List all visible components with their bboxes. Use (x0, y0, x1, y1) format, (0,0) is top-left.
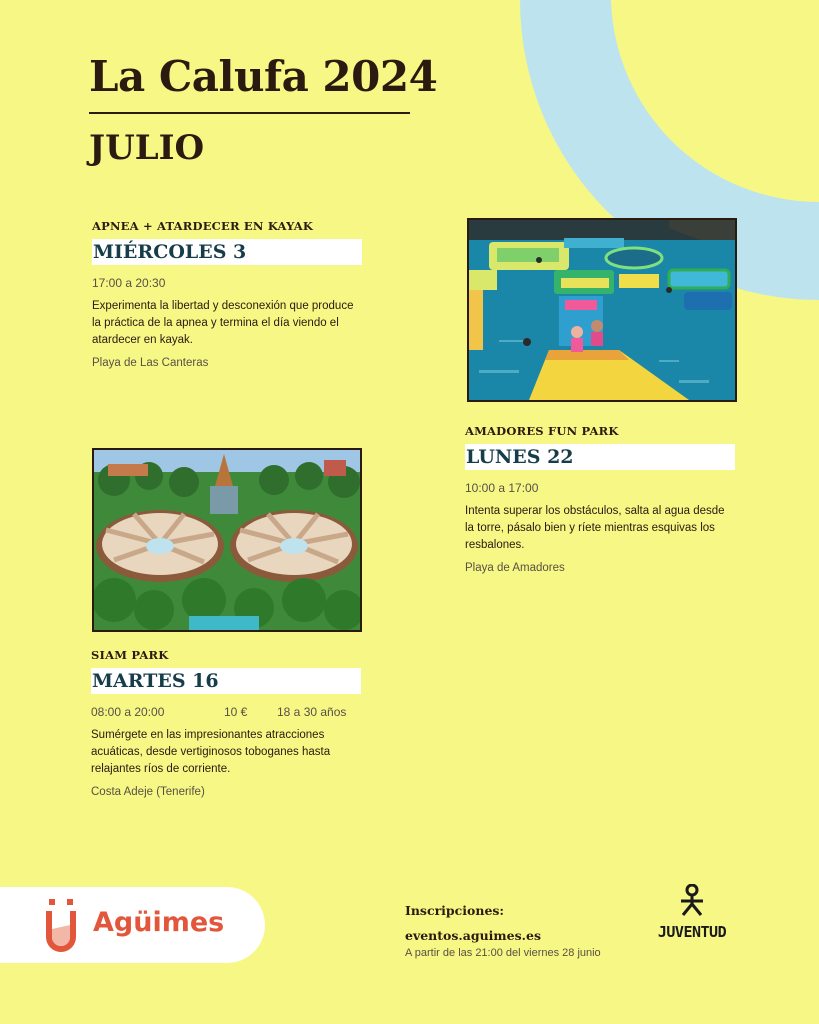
event-meta (92, 276, 364, 290)
brand-name: Agüimes (93, 907, 225, 938)
event-category: SIAM PARK (91, 648, 169, 662)
event-card-apnea (92, 219, 364, 369)
juventud-figure-icon (679, 884, 705, 916)
event-meta (465, 481, 737, 495)
event-card-siam-park (91, 648, 363, 798)
photo-amadores-fun-park (467, 218, 737, 402)
event-description: Sumérgete en las impresionantes atracciones acuáticas, desde vertiginosos toboganes hasta relajantes ríos de corriente. (91, 729, 331, 775)
juventud-label: JUVENTUD (657, 923, 727, 941)
registration-note: A partir de las 21:00 del viernes 28 junio (405, 947, 601, 959)
juventud-logo (650, 884, 734, 941)
event-description: Intenta superar los obstáculos, salta al agua desde la torre, pásalo bien y ríete mientras esquivas los resbalones. (465, 505, 725, 551)
event-card-amadores (465, 424, 737, 574)
registration-title: Inscripciones: (405, 903, 505, 918)
event-day: LUNES 22 (465, 444, 735, 470)
event-time: 08:00 a 20:00 (91, 705, 165, 719)
event-time: 10:00 a 17:00 (465, 481, 539, 495)
brand-pill (0, 887, 265, 963)
event-place: Playa de Amadores (465, 562, 565, 574)
page-title: La Calufa 2024 (89, 52, 438, 101)
month-heading: JULIO (89, 128, 205, 168)
event-meta (91, 705, 363, 719)
event-day: MIÉRCOLES 3 (92, 239, 362, 265)
aguimes-u-logo-icon (42, 899, 80, 955)
title-divider (89, 112, 410, 114)
registration-block (405, 903, 601, 959)
event-place: Playa de Las Canteras (92, 357, 209, 369)
photo-siam-park (92, 448, 362, 632)
event-category: APNEA + ATARDECER EN KAYAK (92, 219, 314, 233)
event-place: Costa Adeje (Tenerife) (91, 786, 205, 798)
event-time: 17:00 a 20:30 (92, 276, 166, 290)
event-price: 10 € (224, 705, 248, 719)
event-category: AMADORES FUN PARK (465, 424, 619, 438)
event-day: MARTES 16 (91, 668, 361, 694)
event-ages: 18 a 30 años (277, 705, 347, 719)
registration-url[interactable]: eventos.aguimes.es (405, 928, 541, 943)
event-description: Experimenta la libertad y desconexión que produce la práctica de la apnea y termina el día viendo el atardecer en kayak. (92, 300, 354, 346)
